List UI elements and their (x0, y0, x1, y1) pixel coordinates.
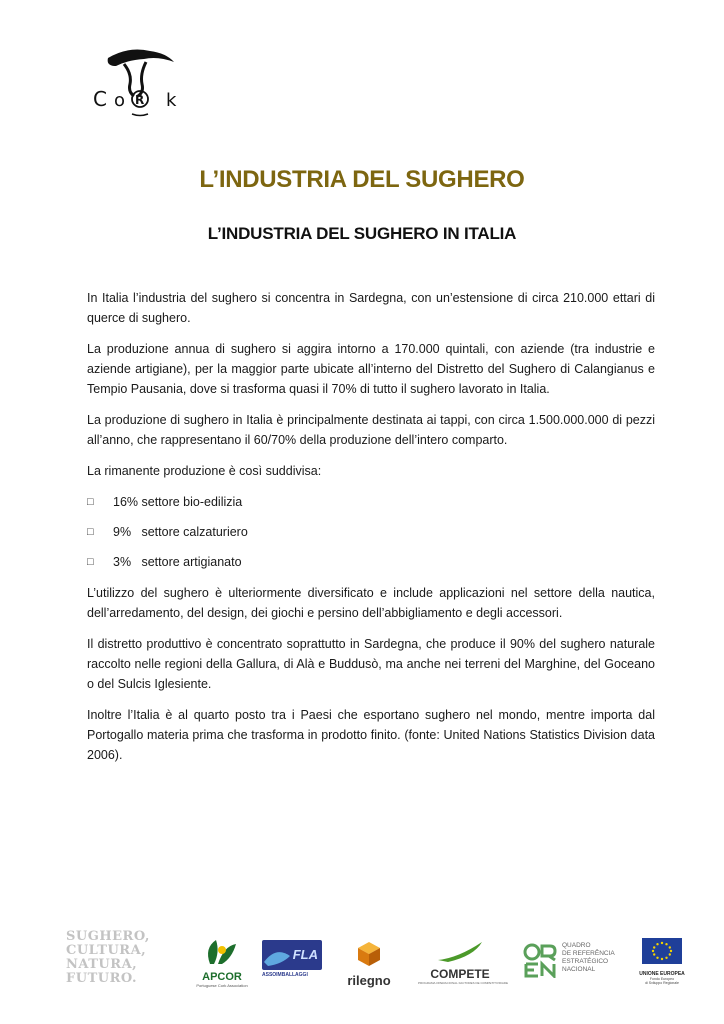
paragraph: L’utilizzo del sughero è ulteriormente diversificato e include applicazioni nel settore della nautica, dell’arredamento, del design, dei giochi e persino dell’abbigliamento e degli accessori. (87, 586, 655, 620)
page-title: L’INDUSTRIA DEL SUGHERO (199, 166, 525, 193)
qren-line: DE REFERÊNCIA (562, 950, 615, 957)
list-item-text: 9% settore calzaturiero (113, 525, 248, 539)
compete-name: COMPETE (430, 967, 490, 981)
rilegno-name: rilegno (347, 973, 391, 988)
production-breakdown-list (87, 492, 655, 572)
paragraph: La produzione di sughero in Italia è principalmente destinata ai tappi, con circa 1.500.000.000 di pezzi all’anno, che rappresentano il 60/70% della produzione dell’intero comparto. (87, 413, 655, 447)
compete-logo (418, 938, 509, 988)
list-item (87, 492, 655, 512)
list-item (87, 552, 655, 572)
apcor-leaf-icon (194, 936, 250, 966)
qren-line: NACIONAL (562, 966, 596, 973)
slogan-line: CULTURA, (66, 943, 147, 958)
checkbox-square-icon: □ (87, 496, 94, 508)
list-item-text: 3% settore artigianato (113, 555, 242, 569)
rilegno-logo (338, 940, 400, 988)
compete-swoosh-icon (418, 938, 502, 962)
document-body (87, 288, 655, 776)
eu-flag-icon (642, 938, 682, 964)
fla-name: FLA (292, 947, 318, 962)
qren-line: QUADRO (562, 942, 591, 949)
checkbox-square-icon: □ (87, 556, 94, 568)
apcor-logo (194, 936, 250, 988)
logo-letter-r: R (135, 93, 145, 107)
eu-name: UNIONE EUROPEA (639, 971, 685, 977)
paragraph: Inoltre l’Italia è al quarto posto tra i Paesi che esportano sughero nel mondo, mentre importa dal Portogallo materia prima che trasforma in prodotto finito. (fonte: United Nations Statistics Division data 2006). (87, 708, 655, 762)
slogan-line: SUGHERO, (66, 929, 150, 944)
footer-sponsors (66, 930, 686, 990)
paragraph: Il distretto produttivo è concentrato soprattutto in Sardegna, che produce il 90% del sughero naturale raccolto nelle regioni della Gallura, di Alà e Buddusò, ma anche nei terreni del Marghine, del Goceano o del Sulcis Iglesiente. (87, 637, 655, 691)
slogan-line: NATURA, (66, 957, 138, 972)
paragraph: La rimanente produzione è così suddivisa: (87, 464, 322, 478)
cork-logo (88, 44, 188, 120)
qren-line: ESTRATÉGICO (562, 958, 609, 965)
fla-badge (262, 940, 322, 970)
qren-logo (522, 942, 622, 986)
logo-letter-k: k (166, 90, 177, 111)
eu-logo (638, 938, 686, 988)
paragraph: In Italia l’industria del sughero si concentra in Sardegna, con un’estensione di circa 210.000 ettari di querce di sughero. (87, 291, 655, 325)
checkbox-square-icon: □ (87, 526, 94, 538)
paragraph: La produzione annua di sughero si aggira intorno a 170.000 quintali, con aziende (tra industrie e aziende artigiane), per la maggior parte ubicate all’interno del Distretto del Sughero di Calangianus e Tempio Pausania, dove si trasforma quasi il 70% di tutto il sughero lavorato in Italia. (87, 342, 655, 396)
slogan-line: FUTURO. (66, 971, 137, 986)
eu-tagline-line: Fondo Europeo (649, 977, 675, 981)
fla-subtitle: ASSOIMBALLAGGI (262, 972, 308, 978)
rilegno-cube-icon (338, 940, 400, 968)
compete-tagline: PROGRAMA OPERACIONAL FACTORES DE COMPETITIVIDADE (418, 981, 509, 985)
fla-logo (262, 940, 322, 984)
page-subtitle: L’INDUSTRIA DEL SUGHERO IN ITALIA (207, 224, 517, 243)
list-item (87, 522, 655, 542)
qren-text (562, 942, 615, 974)
apcor-name: APCOR (202, 971, 242, 983)
qren-mark-icon (522, 942, 558, 978)
logo-letter-o: o (114, 90, 126, 111)
apcor-tagline: Portuguese Cork Association (196, 983, 248, 988)
eu-tagline-line: di Sviluppo Regionale (645, 981, 679, 985)
cork-tree-logo-icon (88, 44, 188, 120)
list-item-text: 16% settore bio-edilizia (113, 495, 243, 509)
slogan (66, 930, 166, 986)
logo-letter-c: C (93, 87, 107, 111)
